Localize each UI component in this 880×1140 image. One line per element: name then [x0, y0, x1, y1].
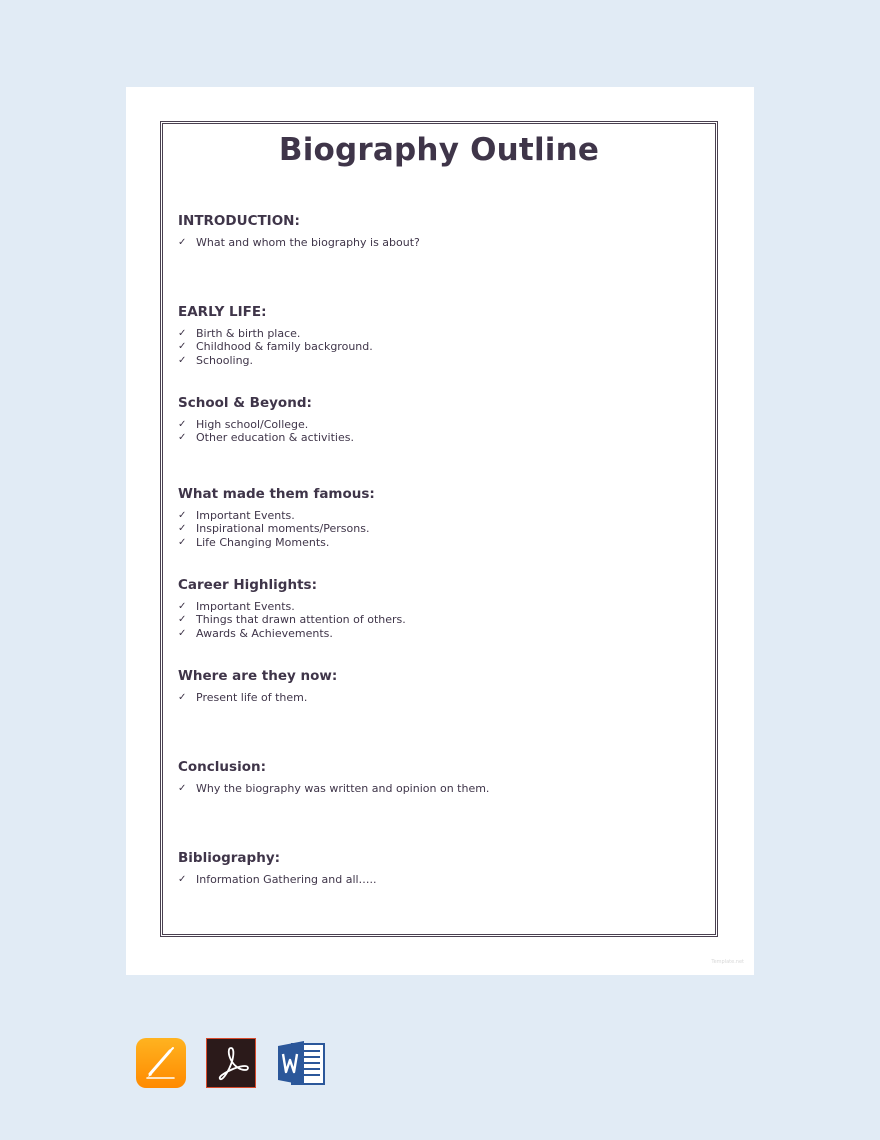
- section-heading: INTRODUCTION:: [178, 213, 300, 229]
- check-icon: ✓: [178, 432, 187, 444]
- check-icon: ✓: [178, 874, 187, 885]
- document-title: Biography Outline: [278, 132, 600, 168]
- check-icon: ✓: [178, 354, 187, 366]
- section-list: [178, 509, 705, 549]
- list-item: ✓ Schooling.: [178, 353, 254, 367]
- section-heading: Where are they now:: [178, 668, 338, 684]
- section-introduction: [178, 213, 705, 249]
- list-item: ✓ Life Changing Moments.: [178, 535, 330, 549]
- section-list: [178, 873, 705, 886]
- section-list: [178, 327, 705, 367]
- check-icon: ✓: [178, 536, 187, 548]
- check-icon: ✓: [178, 523, 187, 535]
- section-heading: What made them famous:: [178, 486, 375, 502]
- list-item: ✓ Things that drawn attention of others.: [178, 613, 406, 627]
- section-career-highlights: [178, 577, 705, 640]
- check-icon: ✓: [178, 510, 187, 521]
- section-list: [178, 418, 705, 445]
- word-glyph: [276, 1038, 326, 1088]
- list-item: ✓ Birth & birth place.: [178, 327, 301, 340]
- check-icon: ✓: [178, 237, 187, 248]
- section-heading: Bibliography:: [178, 850, 281, 866]
- acrobat-pdf-icon[interactable]: [206, 1038, 256, 1088]
- list-item: ✓ Important Events.: [178, 509, 295, 522]
- section-heading: School & Beyond:: [178, 395, 312, 411]
- check-icon: ✓: [178, 419, 187, 430]
- section-list: [178, 236, 705, 249]
- section-list: [178, 600, 705, 640]
- section-heading: EARLY LIFE:: [178, 304, 267, 320]
- section-conclusion: [178, 759, 705, 795]
- section-heading: Career Highlights:: [178, 577, 317, 593]
- list-item: ✓ Other education & activities.: [178, 431, 354, 445]
- section-list: [178, 691, 705, 704]
- list-item: ✓ Why the biography was written and opinion on them.: [178, 782, 490, 795]
- check-icon: ✓: [178, 614, 187, 626]
- section-list: [178, 782, 705, 795]
- acrobat-glyph: [207, 1039, 255, 1087]
- document-page: [126, 87, 754, 975]
- list-item: ✓ Important Events.: [178, 600, 295, 613]
- list-item: ✓ Awards & Achievements.: [178, 626, 333, 640]
- list-item: ✓ Present life of them.: [178, 691, 308, 704]
- check-icon: ✓: [178, 627, 187, 639]
- list-item: ✓ Inspirational moments/Persons.: [178, 522, 370, 536]
- section-early-life: [178, 304, 705, 367]
- pages-pen-glyph: [136, 1038, 186, 1088]
- watermark: Template.net: [711, 959, 744, 965]
- section-bibliography: [178, 850, 705, 886]
- list-item: ✓ Childhood & family background.: [178, 340, 373, 354]
- check-icon: ✓: [178, 692, 187, 703]
- section-heading: Conclusion:: [178, 759, 266, 775]
- list-item: ✓ Information Gathering and all…..: [178, 873, 377, 886]
- section-where-are-they-now: [178, 668, 705, 704]
- check-icon: ✓: [178, 328, 187, 339]
- check-icon: ✓: [178, 783, 187, 794]
- section-what-made-them-famous: [178, 486, 705, 549]
- document-border-frame: [160, 121, 718, 937]
- section-school-beyond: [178, 395, 705, 445]
- list-item: ✓ What and whom the biography is about?: [178, 236, 420, 249]
- check-icon: ✓: [178, 601, 187, 612]
- pages-icon[interactable]: [136, 1038, 186, 1088]
- word-doc-icon[interactable]: [276, 1038, 326, 1088]
- check-icon: ✓: [178, 341, 187, 353]
- list-item: ✓ High school/College.: [178, 418, 309, 431]
